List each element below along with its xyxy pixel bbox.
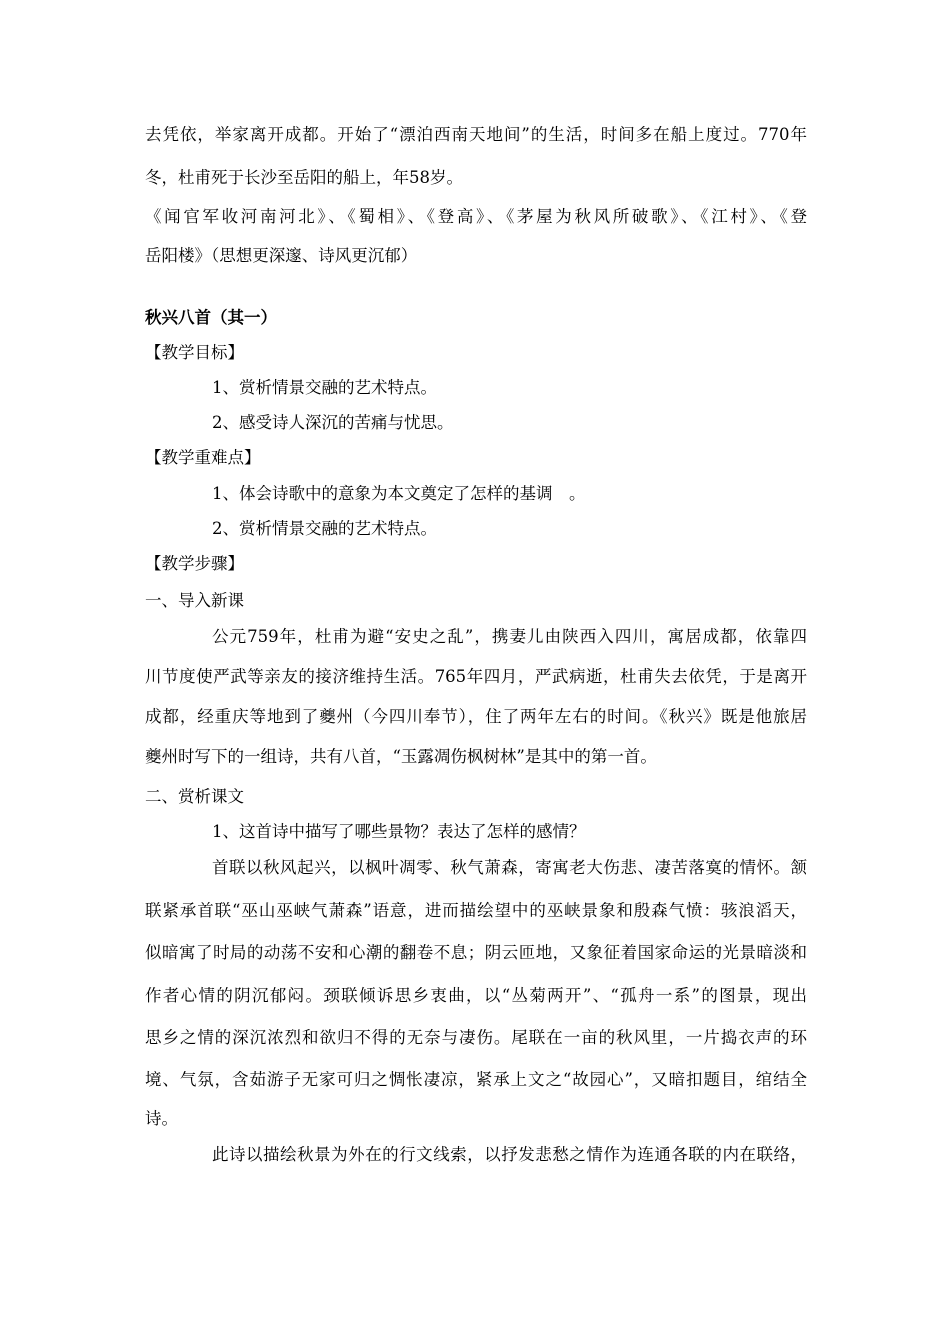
paragraph-line: 成都，经重庆等地到了夔州（今四川奉节），住了两年左右的时间。《秋兴》既是他旅居 bbox=[145, 707, 807, 726]
lesson-title: 秋兴八首（其一） bbox=[145, 308, 277, 327]
paragraph-line: 首联以秋风起兴，以枫叶凋零、秋气萧森，寄寓老大伤悲、凄苦落寞的情怀。颔 bbox=[212, 858, 807, 877]
works-line-2: 岳阳楼》（思想更深邃、诗风更沉郁） bbox=[145, 246, 418, 265]
paragraph-line: 似暗寓了时局的动荡不安和心潮的翻卷不息；阴云匝地，又象征着国家命运的光景暗淡和 bbox=[145, 943, 807, 962]
goal-item: 1、赏析情景交融的艺术特点。 bbox=[212, 378, 437, 397]
section-heading-intro: 一、导入新课 bbox=[145, 591, 244, 610]
section-heading-analysis: 二、赏析课文 bbox=[145, 787, 244, 806]
key-point-item: 2、赏析情景交融的艺术特点。 bbox=[212, 519, 437, 538]
works-line-1: 《闻官军收河南河北》、《蜀相》、《登高》、《茅屋为秋风所破歌》、《江村》、《登 bbox=[145, 207, 807, 226]
steps-heading: 【教学步骤】 bbox=[145, 554, 244, 573]
intro-line-1: 去凭依，举家离开成都。开始了“漂泊西南天地间”的生活，时间多在船上度过。770年 bbox=[145, 125, 807, 144]
paragraph-line: 联紧承首联“巫山巫峡气萧森”语意，进而描绘望中的巫峡景象和殷森气愤：骇浪滔天， bbox=[145, 901, 807, 920]
analysis-question: 1、这首诗中描写了哪些景物？表达了怎样的感情？ bbox=[212, 822, 586, 841]
paragraph-line: 夔州时写下的一组诗，共有八首，“玉露凋伤枫树林”是其中的第一首。 bbox=[145, 747, 657, 766]
intro-line-2: 冬，杜甫死于长沙至岳阳的船上，年58岁。 bbox=[145, 168, 463, 187]
paragraph-line: 诗。 bbox=[145, 1109, 178, 1128]
goal-item: 2、感受诗人深沉的苦痛与忧思。 bbox=[212, 413, 454, 432]
goals-heading: 【教学目标】 bbox=[145, 343, 244, 362]
paragraph-line: 思乡之情的深沉浓烈和欲归不得的无奈与凄伤。尾联在一亩的秋风里，一片捣衣声的环 bbox=[145, 1028, 807, 1047]
paragraph-line: 作者心情的阴沉郁闷。颈联倾诉思乡衷曲，以“丛菊两开”、“孤舟一系”的图景，现出 bbox=[145, 986, 807, 1005]
paragraph-line: 此诗以描绘秋景为外在的行文线索，以抒发悲愁之情作为连通各联的内在联络， bbox=[212, 1145, 807, 1164]
paragraph-line: 境、气氛，含茹游子无家可归之惆怅凄凉，紧承上文之“故园心”，又暗扣题目，绾结全 bbox=[145, 1070, 807, 1089]
paragraph-line: 公元759年，杜甫为避“安史之乱”，携妻儿由陕西入四川，寓居成都，依靠四 bbox=[212, 627, 807, 646]
key-point-item: 1、体会诗歌中的意象为本文奠定了怎样的基调 。 bbox=[212, 484, 586, 503]
key-points-heading: 【教学重难点】 bbox=[145, 448, 261, 467]
paragraph-line: 川节度使严武等亲友的接济维持生活。765年四月，严武病逝，杜甫失去依凭，于是离开 bbox=[145, 667, 807, 686]
